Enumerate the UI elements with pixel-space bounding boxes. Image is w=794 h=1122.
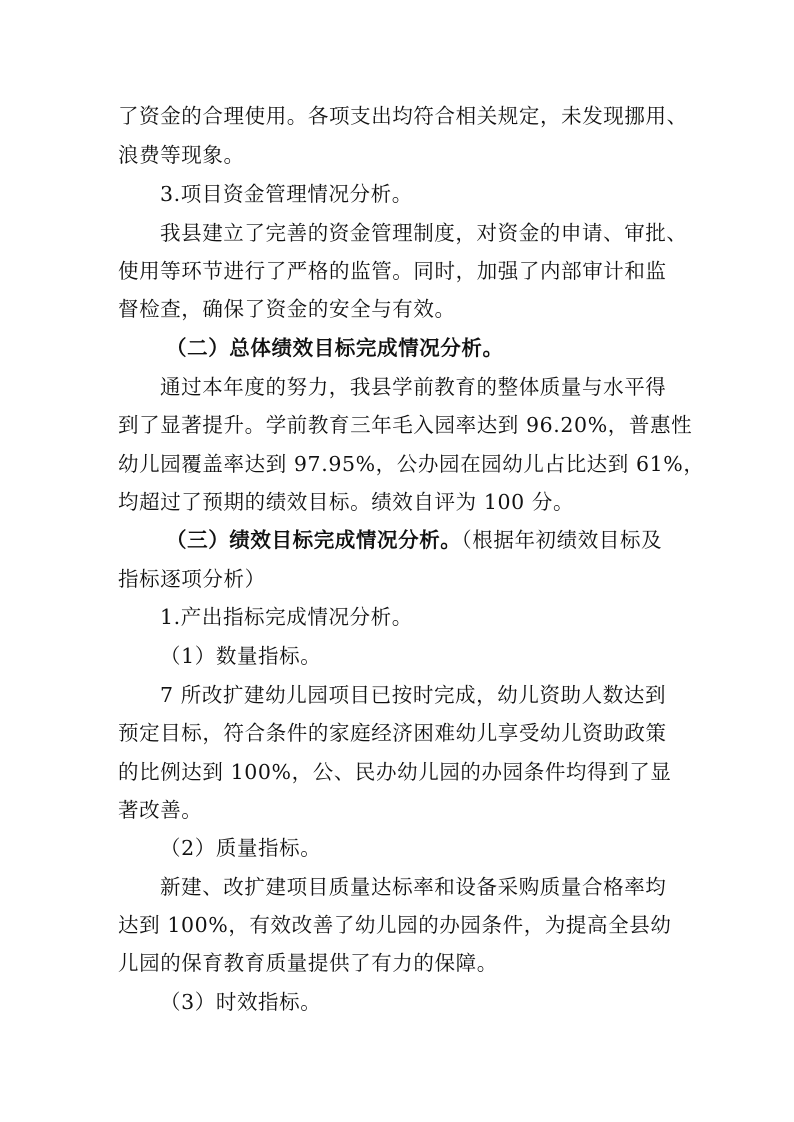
subsection-heading: （3）时效指标。 (160, 990, 322, 1014)
paragraph-line: 预定目标，符合条件的家庭经济困难幼儿享受幼儿资助政策 (118, 721, 667, 745)
paragraph-line: 7 所改扩建幼儿园项目已按时完成，幼儿资助人数达到 (160, 683, 667, 707)
section-heading-line (166, 528, 662, 552)
paragraph-line: 我县建立了完善的资金管理制度，对资金的申请、审批、 (160, 221, 688, 245)
paragraph-line: 的比例达到 100%，公、民办幼儿园的办园条件均得到了显 (118, 760, 672, 784)
heading-note: （根据年初绩效目标及 (461, 528, 663, 552)
paragraph-line: 均超过了预期的绩效目标。绩效自评为 100 分。 (118, 490, 575, 514)
paragraph-line: 著改善。 (118, 798, 203, 822)
paragraph-line: 了资金的合理使用。各项支出均符合相关规定，未发现挪用、 (118, 104, 688, 128)
paragraph-line: 幼儿园覆盖率达到 97.95%，公办园在园幼儿占比达到 61%， (118, 452, 705, 476)
paragraph-line: 新建、改扩建项目质量达标率和设备采购质量合格率均 (160, 875, 667, 899)
paragraph-line: 督检查，确保了资金的安全与有效。 (118, 297, 456, 321)
section-heading: （三）绩效目标完成情况分析。 (166, 528, 462, 552)
paragraph-line: 指标逐项分析） (118, 567, 266, 591)
paragraph-line: 浪费等现象。 (118, 143, 245, 167)
paragraph-line: 使用等环节进行了严格的监管。同时，加强了内部审计和监 (118, 259, 667, 283)
paragraph-line: 儿园的保育教育质量提供了有力的保障。 (118, 951, 498, 975)
paragraph-line: 通过本年度的努力，我县学前教育的整体质量与水平得 (160, 375, 667, 399)
section-heading: 3.项目资金管理情况分析。 (160, 182, 413, 206)
paragraph-line: 达到 100%，有效改善了幼儿园的办园条件，为提高全县幼 (118, 913, 672, 937)
section-heading: （二）总体绩效目标完成情况分析。 (166, 336, 504, 360)
subsection-heading: （2）质量指标。 (160, 836, 322, 860)
paragraph-line: 到了显著提升。学前教育三年毛入园率达到 96.20%，普惠性 (118, 413, 693, 437)
subsection-heading: （1）数量指标。 (160, 644, 322, 668)
section-heading: 1.产出指标完成情况分析。 (160, 605, 413, 629)
